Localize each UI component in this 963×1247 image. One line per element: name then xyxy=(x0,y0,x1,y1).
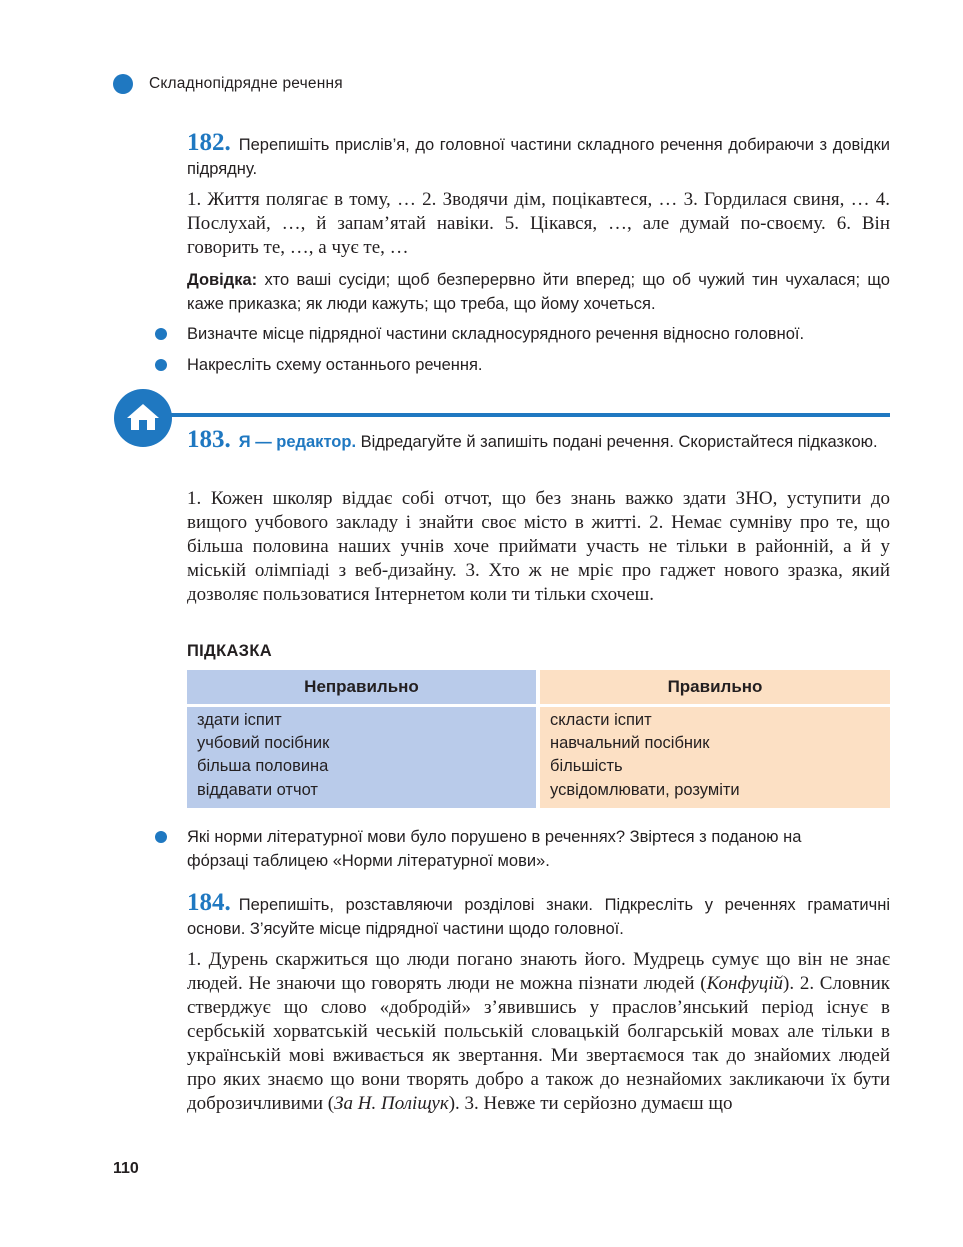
text-part: ). 2. Словник стверджує що слово «добродій» з’явившись у праслов’янський період існує в сербській хорватській чеській польській словацькій болгарській мовах але тільки в українській мові вживається як звертання. Ми звертаємося так до знайомих людей про яких знаємо що вони творять добро а також до незнайомих закликаючи їх бути доброзичливими ( xyxy=(187,973,890,1114)
exercise-183-text: 1. Кожен школяр віддає собі отчот, що без знань важко здати ЗНО, уступити до вищого учбового закладу і знайти своє місто в житті. 2. Немає сумніву про те, що більша половина наших учнів хоче приймати участь не тільки в районній, а й у міській олімпіаді з веб-дизайну. 3. Хто ж не мріє про гаджет нового зразка, який дозволяє пользоватися Інтернетом коли ти тільки схочеш. xyxy=(187,488,890,605)
table-cell: навчальний посібник xyxy=(550,734,710,753)
author-name: За Н. Поліщук xyxy=(334,1093,449,1114)
table-cell: здати іспит xyxy=(197,711,282,729)
header-bullet-icon xyxy=(113,74,133,94)
reference-label: Довідка: xyxy=(187,271,258,289)
running-header xyxy=(113,72,343,96)
task-line: Які норми літературної мови було порушено в реченнях? Звіртеся з поданою на xyxy=(187,828,802,846)
exercise-184-text xyxy=(187,948,890,1116)
text-part: 1. Дурень скаржиться що люди погано знають його. Мудрець сумує що він не знає людей. Не знаючи що говорять люди не можна пізнати людей ( xyxy=(187,949,890,994)
author-name: Конфуцій xyxy=(706,973,784,994)
exercise-182-instruction xyxy=(187,131,890,181)
task-item xyxy=(155,322,890,346)
exercise-182-text: 1. Життя полягає в тому, … 2. Зводячи дім, поцікавтеся, … 3. Гордилася свиня, … 4. Послухай, …, й запам’ятай навіки. 5. Цікався, …, але думай по-своєму. 6. Він говорить те, …, а чує те, … xyxy=(187,189,890,258)
table-cell: більша половина xyxy=(197,757,329,776)
text-part: ). 3. Невже ти серйозно думаєш що xyxy=(448,1093,733,1114)
exercise-183-instruction xyxy=(187,428,890,454)
task-line: фо́рзаці таблицею «Норми літературної мови». xyxy=(187,852,550,870)
header-right: Правильно xyxy=(540,670,890,704)
page-number: 110 xyxy=(113,1160,139,1177)
task-text: Накресліть схему останнього речення. xyxy=(187,356,483,374)
instruction-text: Відредагуйте й запишіть подані речення. Скористайтеся підказкою. xyxy=(360,433,878,451)
instruction-text: Перепишіть прислів’я, до головної частини складного речення добираючи з довідки підрядну. xyxy=(187,136,890,178)
hint-title: ПІДКАЗКА xyxy=(187,642,272,660)
instruction-text: Перепишіть, розставляючи розділові знаки. Підкресліть у реченнях граматичні основи. З’ясуйте місце підрядної частини щодо головної. xyxy=(187,896,890,938)
exercise-182-reference xyxy=(187,268,890,316)
exercise-number: 184. xyxy=(187,889,231,916)
task-text xyxy=(187,825,801,873)
home-icon xyxy=(114,389,172,447)
task-item xyxy=(155,825,890,873)
exercise-184-instruction xyxy=(187,891,890,941)
bullet-icon xyxy=(155,831,167,843)
header-wrong: Неправильно xyxy=(187,670,536,704)
table-cell: учбовий посібник xyxy=(197,734,330,753)
task-text: Визначте місце підрядної частини складносурядного речення відносно головної. xyxy=(187,325,805,343)
right-column xyxy=(540,707,890,808)
exercise-number: 182. xyxy=(187,129,231,156)
bullet-icon xyxy=(155,328,167,340)
homework-divider xyxy=(160,413,890,417)
wrong-column xyxy=(187,707,536,808)
task-item xyxy=(155,353,890,377)
reference-text: хто ваші сусіди; щоб безперервно йти вперед; що об чужий тин чухалася; що каже приказка; як люди кажуть; що треба, що йому хочеться. xyxy=(187,271,890,313)
exercise-number: 183. xyxy=(187,426,231,453)
chapter-title: Складнопідрядне речення xyxy=(149,75,343,92)
table-cell: скласти іспит xyxy=(550,711,652,729)
exercise-rubric: Я — редактор. xyxy=(238,433,357,451)
table-cell: віддавати отчот xyxy=(197,780,318,799)
table-cell: усвідомлювати, розуміти xyxy=(550,780,740,799)
bullet-icon xyxy=(155,359,167,371)
hint-table xyxy=(187,670,890,808)
table-cell: більшість xyxy=(550,757,623,776)
